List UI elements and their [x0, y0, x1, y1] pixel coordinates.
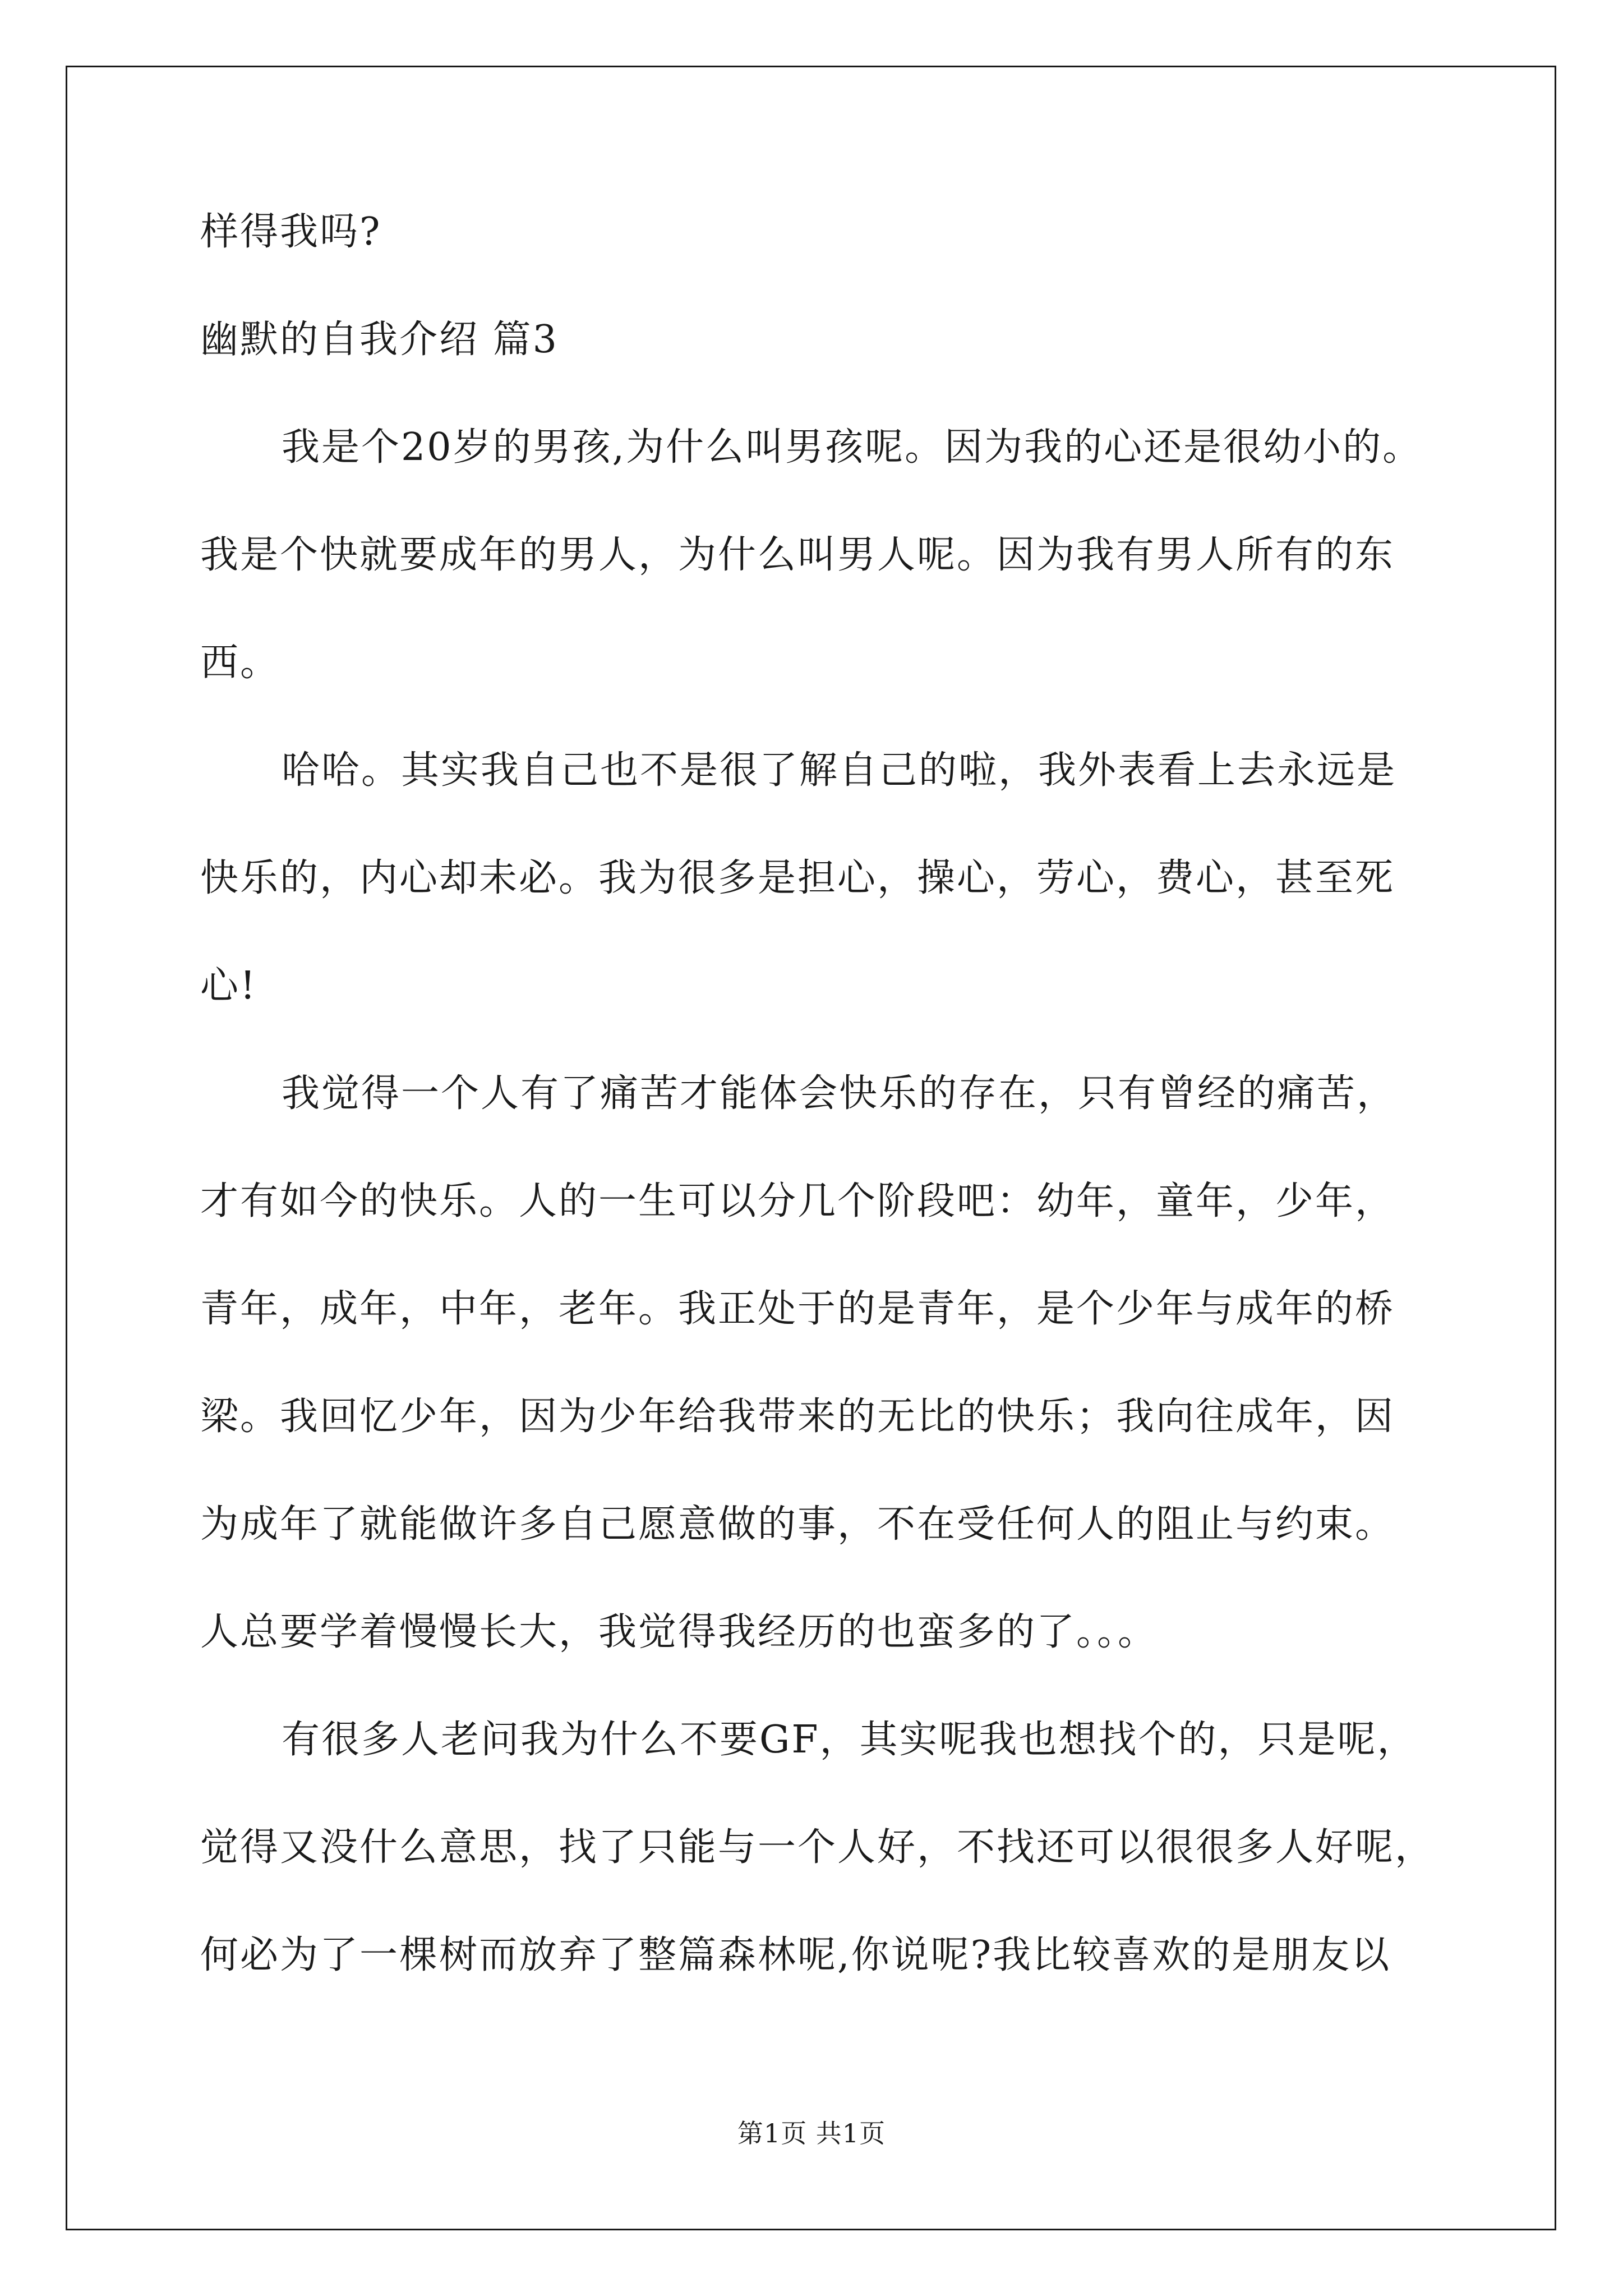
- text-line: 为成年了就能做许多自己愿意做的事，不在受任何人的阻止与约束。: [200, 1502, 1395, 1547]
- text-line: 我是个快就要成年的男人，为什么叫男人呢。因为我有男人所有的东: [200, 533, 1395, 577]
- text-line: 青年，成年，中年，老年。我正处于的是青年，是个少年与成年的桥: [200, 1287, 1395, 1331]
- section-heading: 幽默的自我介绍 篇3: [200, 318, 559, 362]
- text-line: 心!: [200, 964, 257, 1008]
- text-line: 觉得又没什么意思，找了只能与一个人好，不找还可以很很多人好呢，: [200, 1825, 1435, 1870]
- text-line: 才有如今的快乐。人的一生可以分几个阶段吧：幼年，童年，少年，: [200, 1179, 1395, 1223]
- paragraph-start-line: 有很多人老问我为什么不要GF，其实呢我也想找个的，只是呢，: [282, 1718, 1417, 1762]
- document-body: [200, 210, 1435, 2044]
- text-line: 何必为了一棵树而放弃了整篇森林呢,你说呢?我比较喜欢的是朋友以: [200, 1933, 1391, 1977]
- text-line: 样得我吗?: [200, 210, 382, 254]
- text-line: 快乐的，内心却未必。我为很多是担心，操心，劳心，费心，甚至死: [200, 856, 1395, 900]
- text-line: 西。: [200, 641, 280, 685]
- paragraph-start-line: 我是个20岁的男孩,为什么叫男孩呢。因为我的心还是很幼小的。: [282, 425, 1423, 470]
- text-line: 人总要学着慢慢长大，我觉得我经历的也蛮多的了。。。: [200, 1610, 1158, 1654]
- paragraph-start-line: 哈哈。其实我自己也不是很了解自己的啦，我外表看上去永远是: [282, 748, 1397, 793]
- page-number-footer: 第1页 共1页: [737, 2118, 886, 2148]
- text-line: 梁。我回忆少年，因为少年给我带来的无比的快乐；我向往成年，因: [200, 1395, 1395, 1439]
- paragraph-start-line: 我觉得一个人有了痛苦才能体会快乐的存在，只有曾经的痛苦，: [282, 1071, 1397, 1116]
